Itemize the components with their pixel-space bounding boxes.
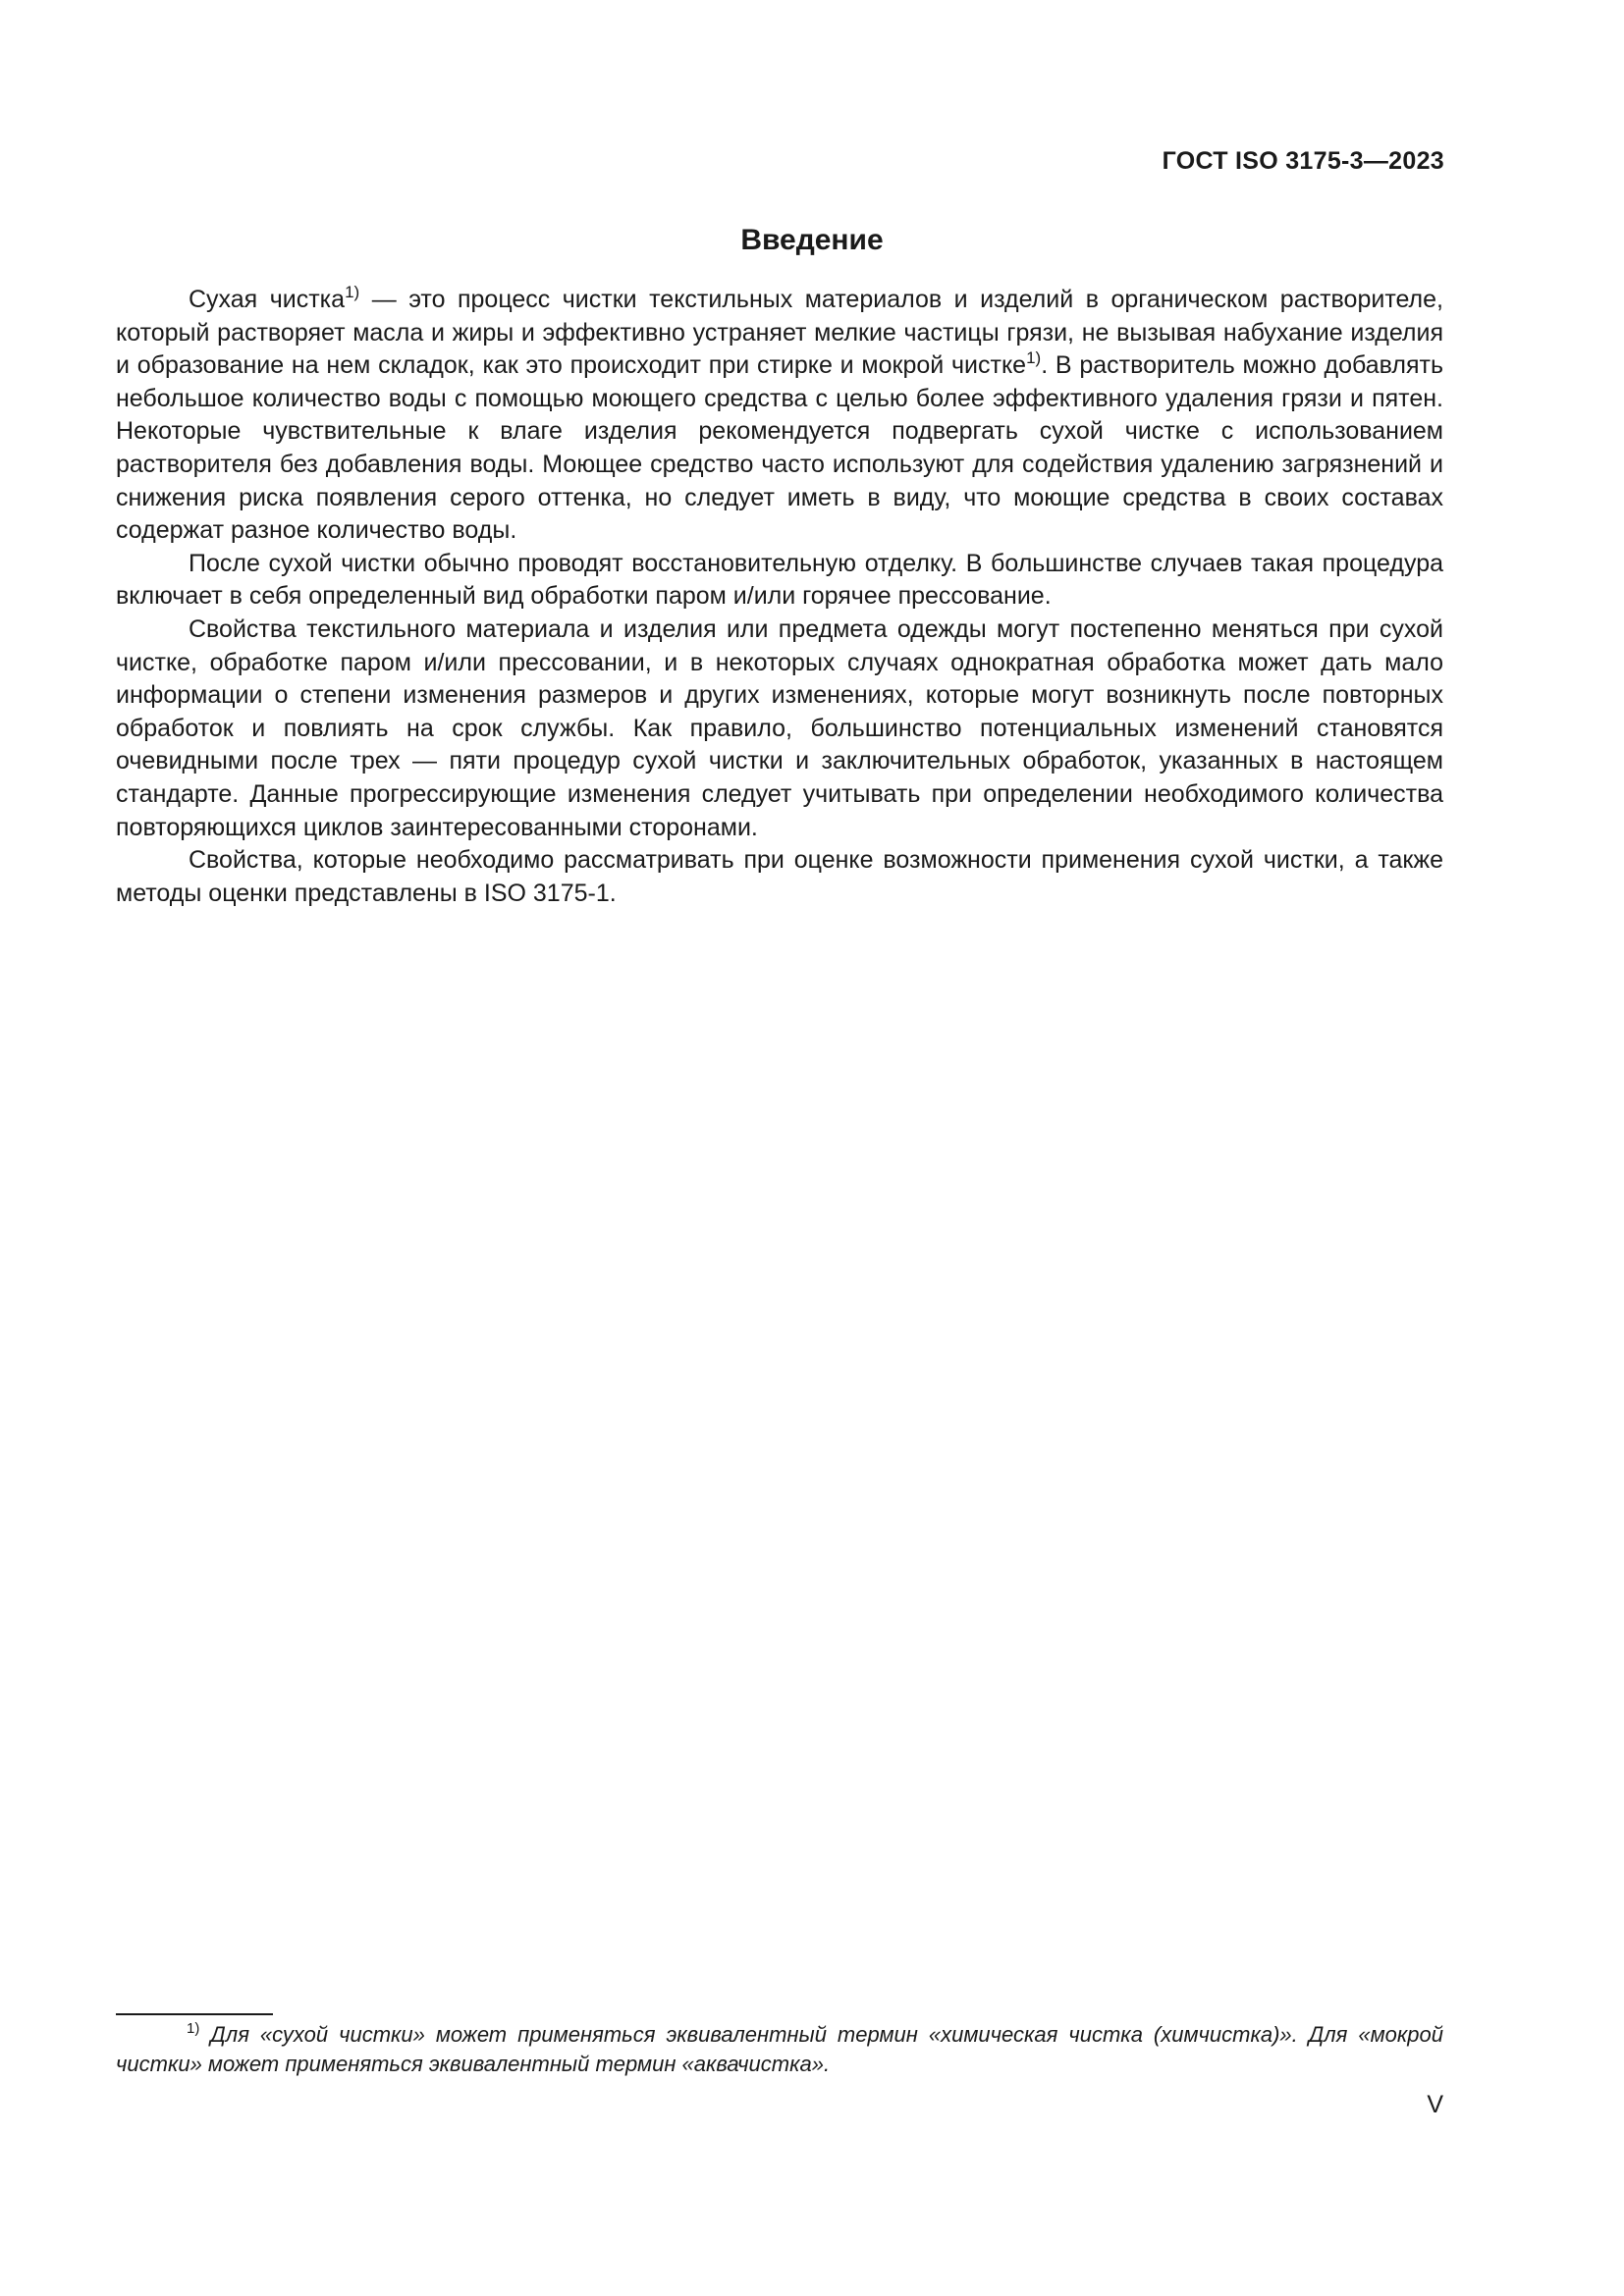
section-title: Введение: [740, 224, 884, 256]
footnote: [116, 2020, 1443, 2079]
paragraph-1-part-b: — это процесс чистки текстильных материалов и изделий в органическом растворителе, который растворяет масла и жиры и эффективно устраняет мелкие частицы грязи, не вызывая набухание изделия и образование на нем складок, как это происходит при стирке и мокрой чистке: [116, 286, 1443, 380]
footnote-ref: 1): [1026, 348, 1042, 368]
paragraph-2: После сухой чистки обычно проводят восстановительную отделку. В большинстве случаев такая процедура включает в себя определенный вид обработки паром и/или горячее прессование.: [116, 549, 1443, 611]
paragraph-1-part-a: Сухая чистка: [189, 286, 346, 313]
footnote-body: Для «сухой чистки» может применяться эквивалентный термин «химическая чистка (химчистка)». Для «мокрой чистки» может применяться эквивалентный термин «аквачистка».: [116, 2022, 1443, 2076]
paragraph-1-part-c: . В растворитель можно добавлять небольшое количество воды с помощью моющего средства с целью более эффективного удаления грязи и пятен. Некоторые чувствительные к влаге изделия рекомендуется подвергать сухой чистке с использованием растворителя без добавления воды. Моющее средство часто используют для содействия удалению загрязнений и снижения риска появления серого оттенка, но следует иметь в виду, что моющие средства в своих составах содержат разное количество воды.: [116, 351, 1443, 545]
footnote-ref: 1): [345, 283, 360, 301]
paragraph-3: Свойства текстильного материала и изделия или предмета одежды могут постепенно меняться при сухой чистке, обработке паром и/или прессовании, и в некоторых случаях однократная обработка может дать мало информации о степени изменения размеров и других изменениях, которые могут возникнуть после повторных обработок и повлиять на срок службы. Как правило, большинство потенциальных изменений становятся очевидными после трех — пяти процедур сухой чистки и заключительных обработок, указанных в настоящем стандарте. Данные прогрессирующие изменения следует учитывать при определении необходимого количества повторяющихся циклов заинтересованными сторонами.: [116, 614, 1443, 841]
footnote-separator: [116, 2013, 273, 2015]
footnote-text: [116, 2020, 1443, 2079]
page-number: V: [1427, 2091, 1443, 2118]
paragraph-1: [116, 284, 1443, 548]
footnote-marker: 1): [187, 2020, 200, 2037]
paragraph-4: Свойства, которые необходимо рассматривать при оценке возможности применения сухой чистки, а также методы оценки представлены в ISO 3175-1.: [116, 846, 1443, 907]
introduction-body: [116, 284, 1443, 910]
document-header: ГОСТ ISO 3175-3—2023: [1162, 147, 1444, 175]
